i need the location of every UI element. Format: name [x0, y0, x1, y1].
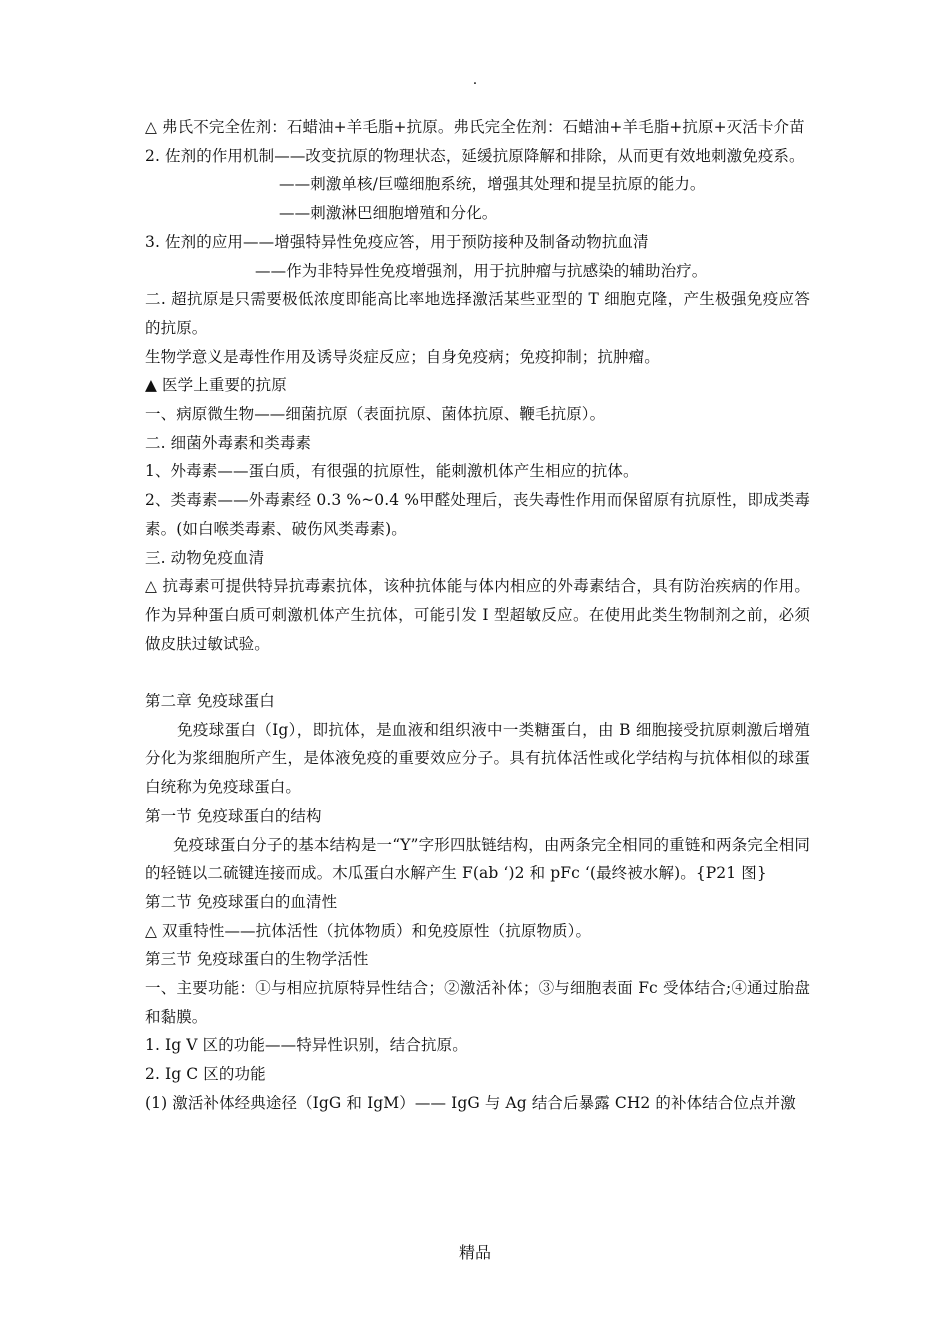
section-heading: 第三节 免疫球蛋白的生物学活性: [145, 950, 369, 969]
section-heading: 二. 细菌外毒素和类毒素: [145, 433, 312, 452]
section-heading: 第一节 免疫球蛋白的结构: [145, 806, 322, 825]
paragraph: △ 弗氏不完全佐剂：石蜡油+羊毛脂+抗原。弗氏完全佐剂：石蜡油+羊毛脂+抗原+灭活卡介苗: [145, 118, 805, 136]
paragraph: ——刺激淋巴细胞增殖和分化。: [279, 204, 498, 223]
paragraph: 2. 佐剂的作用机制——改变抗原的物理状态，延缓抗原降解和排除，从而更有效地刺激免疫系。: [145, 146, 805, 165]
paragraph: △ 双重特性——抗体活性（抗体物质）和免疫原性（抗原物质）。: [145, 921, 592, 940]
section-heading: ▲ 医学上重要的抗原: [145, 376, 287, 395]
paragraph: △ 抗毒素可提供特异抗毒素抗体，该种抗体能与体内相应的外毒素结合，具有防治疾病的作用。作为异种蛋白质可刺激机体产生抗体，可能引发 I 型超敏反应。在使用此类生物制剂之前，必须做皮肤过敏试验。: [145, 577, 810, 653]
paragraph: (1) 激活补体经典途径（IgG 和 IgM）—— IgG 与 Ag 结合后暴露 CH2 的补体结合位点并激: [145, 1093, 796, 1112]
paragraph: 免疫球蛋白分子的基本结构是一“Y”字形四肽链结构，由两条完全相同的重链和两条完全相同的轻链以二硫键连接而成。木瓜蛋白水解产生 F(ab ‘)2 和 pFc ‘(最终被水解)。{P21 图}: [145, 835, 810, 883]
paragraph: 2、类毒素——外毒素经 0.3 %~0.4 %甲醛处理后，丧失毒性作用而保留原有抗原性，即成类毒素。(如白喉类毒素、破伤风类毒素)。: [145, 491, 810, 538]
paragraph: 1. Ig V 区的功能——特异性识别，结合抗原。: [145, 1036, 468, 1055]
section-heading: 第二节 免疫球蛋白的血清性: [145, 892, 338, 911]
paragraph: 二. 超抗原是只需要极低浓度即能高比率地选择激活某些亚型的 T 细胞克隆，产生极强免疫应答的抗原。: [145, 290, 810, 337]
paragraph: 一、主要功能：①与相应抗原特异性结合；②激活补体；③与细胞表面 Fc 受体结合;④通过胎盘和黏膜。: [145, 979, 810, 1026]
paragraph: 1、外毒素——蛋白质，有很强的抗原性，能刺激机体产生相应的抗体。: [145, 462, 639, 481]
paragraph: 3. 佐剂的应用——增强特异性免疫应答，用于预防接种及制备动物抗血清: [145, 232, 649, 251]
paragraph: 2. Ig C 区的功能: [145, 1065, 266, 1084]
paragraph: ——作为非特异性免疫增强剂，用于抗肿瘤与抗感染的辅助治疗。: [255, 261, 708, 280]
paragraph: 一、病原微生物——细菌抗原（表面抗原、菌体抗原、鞭毛抗原）。: [145, 405, 606, 424]
paragraph: 生物学意义是毒性作用及诱导炎症反应；自身免疫病；免疫抑制；抗肿瘤。: [145, 347, 660, 366]
document-body: [145, 113, 810, 1118]
section-heading: 三. 动物免疫血清: [145, 548, 265, 567]
paragraph: ——刺激单核/巨噬细胞系统，增强其处理和提呈抗原的能力。: [279, 175, 706, 194]
chapter-heading: 第二章 免疫球蛋白: [145, 692, 275, 711]
footer-label: 精品: [458, 1243, 491, 1262]
paragraph: 免疫球蛋白（Ig），即抗体，是血液和组织液中一类糖蛋白，由 B 细胞接受抗原刺激后增殖分化为浆细胞所产生，是体液免疫的重要效应分子。具有抗体活性或化学结构与抗体相似的球蛋白统称为免疫球蛋白。: [145, 720, 810, 797]
header-mark: .: [472, 72, 478, 88]
blank-line: [145, 658, 810, 687]
